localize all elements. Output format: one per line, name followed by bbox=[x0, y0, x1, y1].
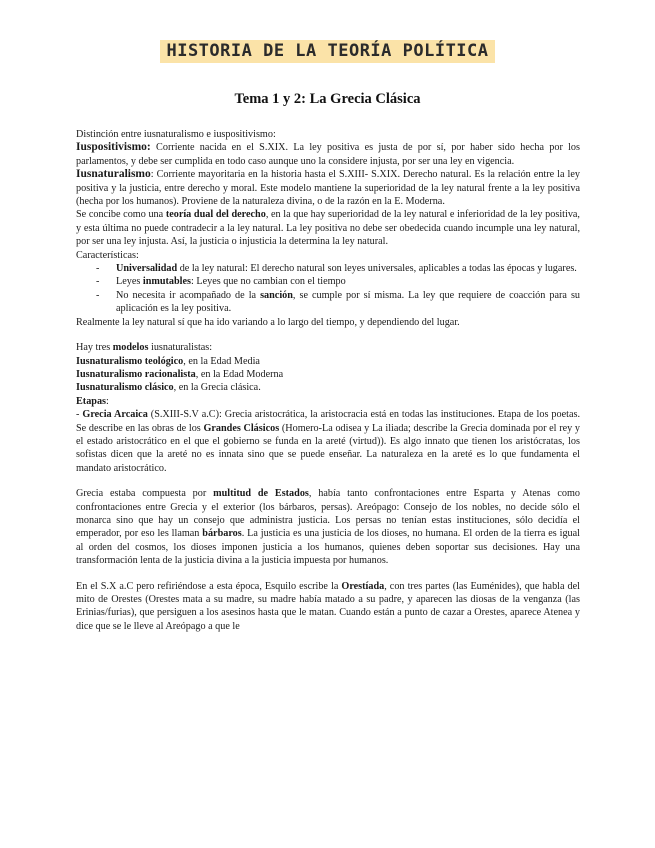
header bbox=[0, 40, 655, 63]
modelo-item bbox=[76, 368, 580, 381]
list-item-pre: No necesita ir acompañado de la bbox=[116, 289, 261, 301]
teoria-dual-pre: Se concibe como una bbox=[76, 209, 166, 221]
grecia-arcaica-paragraph bbox=[76, 408, 580, 475]
modelo-item bbox=[76, 355, 580, 368]
modelo-item-text: , en la Grecia clásica. bbox=[173, 382, 261, 394]
etapas-label-bold: Etapas bbox=[76, 395, 107, 407]
list-item-pre: Leyes bbox=[116, 276, 143, 288]
list-item bbox=[116, 289, 580, 316]
spacer bbox=[76, 329, 580, 341]
iuspositivismo-paragraph bbox=[76, 141, 580, 168]
modelo-item-bold: Iusnaturalismo clásico bbox=[76, 382, 174, 394]
orestiada-paragraph bbox=[76, 580, 580, 634]
teoria-dual-paragraph bbox=[76, 208, 580, 248]
document-body bbox=[76, 128, 580, 633]
spacer bbox=[76, 568, 580, 580]
list-item-bold: inmutables bbox=[142, 276, 191, 288]
iusnaturalismo-text: : Corriente mayoritaria en la historia hasta el S.XIII- S.XIX. Derecho natural. Es la relación entre la ley positiva y la justicia, entre derecho y moral. Este modelo mantiene la superioridad de la ley natural frente a la ley positiva (hecha por los humanos). Proviene de la naturaleza divina, o de la razón en la E. Moderna. bbox=[76, 169, 580, 208]
grecia-arcaica-text1: (S.XIII-S.V a.C): Grecia aristocrática, la aristocracia está en todas las instituciones. Etapa de los poetas. Se describe en las obras de los bbox=[76, 409, 580, 434]
orestiada-post: , con tres partes (las Euménides), que habla del mito de Orestes (Orestes mata a su madre, su madre había matado a su padre, y aparecen las diosas de la venganza (las Erinias/furias), que persiguen a los asesinos hasta que le matan. Cuando están a punto de cazar a Orestes, aparece Atenea y dice que se le lleve al Areópago a que le bbox=[76, 580, 581, 632]
document-title: Tema 1 y 2: La Grecia Clásica bbox=[234, 91, 421, 107]
etapas-colon: : bbox=[106, 395, 109, 407]
list-item-text: : Leyes que no cambian con el tiempo bbox=[191, 276, 346, 288]
modelo-item-bold: Iusnaturalismo teológico bbox=[76, 355, 184, 367]
grecia-estados-mid: , había tanto confrontaciones entre Esparta y Atenas como confrontaciones entre Grecia y el exterior (los bárbaros, persas). Areópago: Consejo de los nobles, no decide sólo el monarca sino que hay un consejo que administra justicia. Los persas no tenían estas instituciones, sólo decidía el emperador, por eso les llaman bbox=[76, 488, 580, 540]
grecia-estados-bold: multitud de Estados bbox=[213, 488, 309, 500]
grecia-arcaica-dash: - bbox=[76, 409, 83, 421]
grecia-arcaica-text2: (Homero-La odisea y La iliada; describe la Grecia dominada por el rey y el estado aristocrático en el que el gobierno se funda en la areté (virtud)). Es algo innato que tienen los aristócratas, los sofistas dicen que la areté no es innata sino que se puede enseñar. La naturaleza en la areté es lo que fundamenta el mandato aristocrático. bbox=[76, 422, 580, 474]
caracteristicas-list bbox=[76, 262, 580, 316]
modelo-item-bold: Iusnaturalismo racionalista bbox=[76, 368, 196, 380]
list-item bbox=[116, 262, 580, 275]
list-item bbox=[116, 275, 580, 288]
modelos-paragraph bbox=[76, 341, 580, 354]
iusnaturalismo-paragraph bbox=[76, 168, 580, 208]
modelo-item-text: , en la Edad Media bbox=[183, 355, 260, 367]
intro-paragraph: Distinción entre iusnaturalismo e iuspositivismo: bbox=[76, 129, 276, 140]
orestiada-pre: En el S.X a.C pero refiriéndose a esta época, Esquilo escribe la bbox=[76, 580, 342, 592]
orestiada-bold: Orestíada bbox=[341, 580, 385, 592]
caracteristicas-label: Características: bbox=[76, 249, 139, 261]
grecia-arcaica-bold: Grecia Arcaica bbox=[82, 409, 148, 421]
realmente-paragraph: Realmente la ley natural sí que ha ido variando a lo largo del tiempo, y dependiendo del lugar. bbox=[76, 316, 460, 328]
header-title: HISTORIA DE LA TEORÍA POLÍTICA bbox=[160, 40, 494, 63]
iusnaturalismo-term: Iusnaturalismo bbox=[76, 168, 151, 181]
list-item-bold: sanción bbox=[260, 289, 293, 301]
grecia-estados-paragraph bbox=[76, 487, 580, 567]
grecia-estados-post: . La justicia es una justicia de los dioses, no humana. El orden de la tierra es igual al orden del cosmos, los dioses imponen justicia a los humanos, quienes deben soportar sus decisiones. Hay una transformación lenta de la justicia divina a la justicia impuesta por humanos. bbox=[76, 528, 580, 567]
grecia-arcaica-bold2: Grandes Clásicos bbox=[203, 422, 280, 434]
teoria-dual-post: , en la que hay superioridad de la ley natural e inferioridad de la ley positiva, y esta última no puede contradecir a la ley natural. La ley positiva no debe ser obedecida cuando incumple una ley natural, por ser una ley injusta. Así, la justicia o injusticia la determina la ley natural. bbox=[76, 209, 580, 248]
spacer bbox=[76, 475, 580, 487]
list-item-text: , se cumple por sí misma. La ley que requiere de coacción para su aplicación es la ley positiva. bbox=[116, 289, 580, 315]
etapas-label bbox=[76, 395, 580, 408]
teoria-dual-bold: teoría dual del derecho bbox=[165, 209, 266, 221]
modelos-post: iusnaturalistas: bbox=[148, 342, 213, 354]
modelo-item-text: , en la Edad Moderna bbox=[195, 368, 284, 380]
list-item-text: de la ley natural: El derecho natural son leyes universales, aplicables a todas las épocas y lugares. bbox=[177, 263, 577, 275]
modelo-item bbox=[76, 381, 580, 394]
list-item-bold: Universalidad bbox=[116, 263, 178, 275]
iuspositivismo-text: Corriente nacida en el S.XIX. La ley positiva es justa de por sí, por haber sido hecha por los parlamentos, y debe ser cumplida en todo caso aunque uno la considere injusta, por ser una ley en vigencia. bbox=[76, 142, 580, 167]
modelos-pre: Hay tres bbox=[76, 342, 113, 354]
grecia-estados-pre: Grecia estaba compuesta por bbox=[76, 488, 214, 500]
iuspositivismo-term: Iuspositivismo: bbox=[76, 141, 151, 154]
grecia-estados-bold2: bárbaros bbox=[202, 528, 242, 540]
modelos-bold: modelos bbox=[112, 342, 149, 354]
